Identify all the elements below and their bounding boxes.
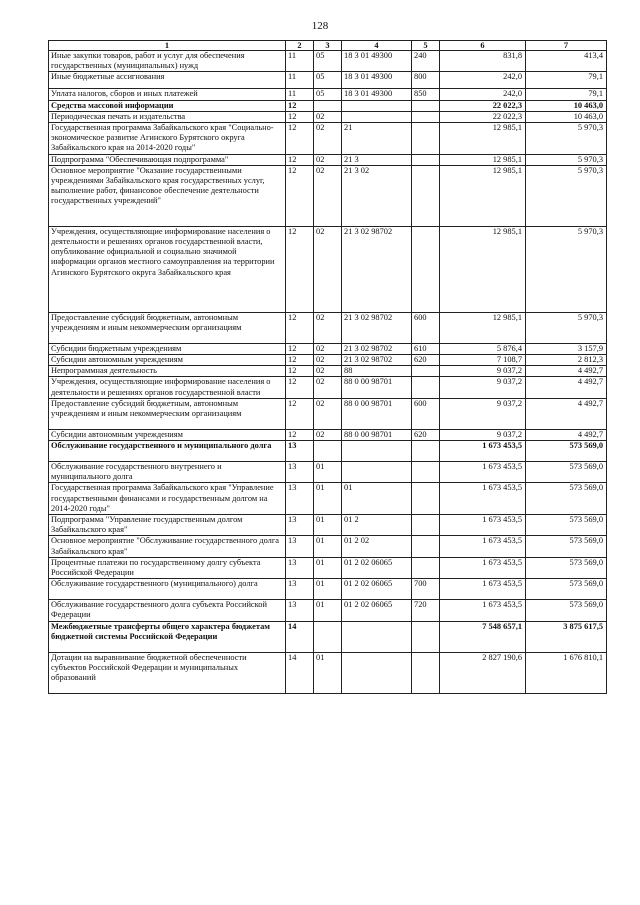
row-section: 12 bbox=[286, 154, 314, 165]
row-subsection: 01 bbox=[314, 600, 342, 621]
table-row bbox=[49, 72, 607, 89]
row-amount-actual: 573 569,0 bbox=[526, 483, 607, 515]
row-target-code: 21 bbox=[342, 123, 412, 155]
row-name: Субсидии автономным учреждениям bbox=[49, 429, 286, 440]
page-number: 128 bbox=[311, 20, 329, 32]
row-amount-actual: 79,1 bbox=[526, 89, 607, 100]
row-amount-actual: 4 492,7 bbox=[526, 398, 607, 429]
row-name: Основное мероприятие "Оказание государственными учреждениями Забайкальского края государственных услуг, выполнение работ, финансовое обеспечение деятельности государственных учреждений" bbox=[49, 165, 286, 226]
row-section: 14 bbox=[286, 652, 314, 693]
row-subsection: 01 bbox=[314, 483, 342, 515]
row-expense-type: 620 bbox=[412, 429, 440, 440]
row-section: 12 bbox=[286, 226, 314, 312]
table-row bbox=[49, 226, 607, 312]
row-amount-actual: 4 492,7 bbox=[526, 377, 607, 398]
row-expense-type: 800 bbox=[412, 72, 440, 89]
row-subsection: 01 bbox=[314, 557, 342, 578]
row-target-code: 01 2 bbox=[342, 515, 412, 536]
row-amount-plan: 1 673 453,5 bbox=[440, 600, 526, 621]
table-row bbox=[49, 355, 607, 366]
row-amount-actual: 2 812,3 bbox=[526, 355, 607, 366]
row-target-code bbox=[342, 462, 412, 483]
row-amount-plan: 1 673 453,5 bbox=[440, 579, 526, 600]
row-expense-type bbox=[412, 154, 440, 165]
row-subsection: 02 bbox=[314, 429, 342, 440]
table-row bbox=[49, 621, 607, 652]
row-amount-plan: 5 876,4 bbox=[440, 343, 526, 354]
row-expense-type: 600 bbox=[412, 398, 440, 429]
table-row bbox=[49, 462, 607, 483]
row-amount-actual: 79,1 bbox=[526, 72, 607, 89]
header-cell: 3 bbox=[314, 41, 342, 51]
row-amount-plan: 12 985,1 bbox=[440, 165, 526, 226]
row-target-code: 88 0 00 98701 bbox=[342, 398, 412, 429]
row-target-code: 21 3 02 98702 bbox=[342, 226, 412, 312]
row-target-code bbox=[342, 652, 412, 693]
row-amount-actual: 10 463,0 bbox=[526, 100, 607, 111]
row-name: Учреждения, осуществляющие информирование населения о деятельности и решениях органов государственной власти, опубликование официальной и социально значимой информации органов местного самоуправления на территории Агинского Бурятского округа Забайкальского края bbox=[49, 226, 286, 312]
row-amount-plan: 242,0 bbox=[440, 72, 526, 89]
row-target-code: 18 3 01 49300 bbox=[342, 72, 412, 89]
row-expense-type bbox=[412, 377, 440, 398]
row-target-code: 88 0 00 98701 bbox=[342, 377, 412, 398]
row-name: Уплата налогов, сборов и иных платежей bbox=[49, 89, 286, 100]
row-target-code: 18 3 01 49300 bbox=[342, 51, 412, 72]
row-target-code: 88 0 00 98701 bbox=[342, 429, 412, 440]
row-amount-plan: 12 985,1 bbox=[440, 226, 526, 312]
table-row bbox=[49, 89, 607, 100]
row-expense-type bbox=[412, 483, 440, 515]
row-section: 12 bbox=[286, 312, 314, 343]
row-name: Обслуживание государственного (муниципального) долга bbox=[49, 579, 286, 600]
row-name: Периодическая печать и издательства bbox=[49, 111, 286, 122]
row-expense-type: 850 bbox=[412, 89, 440, 100]
row-expense-type: 720 bbox=[412, 600, 440, 621]
row-subsection bbox=[314, 621, 342, 652]
row-amount-plan: 1 673 453,5 bbox=[440, 483, 526, 515]
table-row bbox=[49, 441, 607, 462]
row-amount-plan: 242,0 bbox=[440, 89, 526, 100]
row-amount-plan: 9 037,2 bbox=[440, 398, 526, 429]
row-section: 12 bbox=[286, 398, 314, 429]
row-subsection: 02 bbox=[314, 343, 342, 354]
row-subsection: 02 bbox=[314, 165, 342, 226]
row-amount-plan: 7 108,7 bbox=[440, 355, 526, 366]
row-amount-actual: 573 569,0 bbox=[526, 462, 607, 483]
row-section: 13 bbox=[286, 483, 314, 515]
row-target-code: 21 3 02 bbox=[342, 165, 412, 226]
row-amount-plan: 9 037,2 bbox=[440, 366, 526, 377]
row-amount-actual: 4 492,7 bbox=[526, 429, 607, 440]
row-name: Предоставление субсидий бюджетным, автономным учреждениям и иным некоммерческим организациям bbox=[49, 398, 286, 429]
row-target-code: 21 3 02 98702 bbox=[342, 343, 412, 354]
table-row bbox=[49, 515, 607, 536]
row-expense-type bbox=[412, 621, 440, 652]
row-expense-type: 600 bbox=[412, 312, 440, 343]
row-name: Подпрограмма "Обеспечивающая подпрограмма" bbox=[49, 154, 286, 165]
row-expense-type bbox=[412, 366, 440, 377]
table-row bbox=[49, 123, 607, 155]
row-section: 12 bbox=[286, 343, 314, 354]
row-subsection bbox=[314, 100, 342, 111]
table-row bbox=[49, 483, 607, 515]
row-target-code bbox=[342, 111, 412, 122]
table-row bbox=[49, 154, 607, 165]
table-row bbox=[49, 600, 607, 621]
row-section: 13 bbox=[286, 600, 314, 621]
row-expense-type bbox=[412, 111, 440, 122]
row-expense-type bbox=[412, 441, 440, 462]
row-amount-actual: 573 569,0 bbox=[526, 557, 607, 578]
row-amount-plan: 1 673 453,5 bbox=[440, 536, 526, 557]
row-section: 13 bbox=[286, 536, 314, 557]
table-row bbox=[49, 100, 607, 111]
row-name: Дотации на выравнивание бюджетной обеспеченности субъектов Российской Федерации и муниципальных образований bbox=[49, 652, 286, 693]
row-amount-plan: 1 673 453,5 bbox=[440, 462, 526, 483]
row-target-code: 21 3 02 98702 bbox=[342, 312, 412, 343]
row-target-code: 01 2 02 bbox=[342, 536, 412, 557]
row-section: 11 bbox=[286, 51, 314, 72]
row-expense-type bbox=[412, 536, 440, 557]
row-subsection: 02 bbox=[314, 377, 342, 398]
row-name: Учреждения, осуществляющие информирование населения о деятельности и решениях органов государственной власти bbox=[49, 377, 286, 398]
table-row bbox=[49, 536, 607, 557]
row-expense-type: 240 bbox=[412, 51, 440, 72]
row-amount-actual: 5 970,3 bbox=[526, 123, 607, 155]
row-amount-actual: 573 569,0 bbox=[526, 441, 607, 462]
row-subsection: 02 bbox=[314, 154, 342, 165]
row-name: Процентные платежи по государственному долгу субъекта Российской Федерации bbox=[49, 557, 286, 578]
row-target-code bbox=[342, 621, 412, 652]
table-row bbox=[49, 579, 607, 600]
table-row bbox=[49, 377, 607, 398]
row-name: Иные бюджетные ассигнования bbox=[49, 72, 286, 89]
row-subsection: 05 bbox=[314, 72, 342, 89]
row-expense-type: 620 bbox=[412, 355, 440, 366]
row-section: 12 bbox=[286, 429, 314, 440]
row-amount-actual: 413,4 bbox=[526, 51, 607, 72]
table-row bbox=[49, 312, 607, 343]
row-subsection: 02 bbox=[314, 366, 342, 377]
row-section: 14 bbox=[286, 621, 314, 652]
row-subsection: 02 bbox=[314, 398, 342, 429]
row-subsection: 02 bbox=[314, 355, 342, 366]
header-cell: 4 bbox=[342, 41, 412, 51]
row-expense-type bbox=[412, 515, 440, 536]
row-target-code: 01 2 02 06065 bbox=[342, 579, 412, 600]
row-subsection: 01 bbox=[314, 652, 342, 693]
row-expense-type bbox=[412, 462, 440, 483]
row-subsection: 02 bbox=[314, 123, 342, 155]
row-amount-actual: 4 492,7 bbox=[526, 366, 607, 377]
row-amount-plan: 22 022,3 bbox=[440, 100, 526, 111]
table-row bbox=[49, 398, 607, 429]
row-name: Субсидии автономным учреждениям bbox=[49, 355, 286, 366]
table-row bbox=[49, 366, 607, 377]
row-expense-type bbox=[412, 557, 440, 578]
row-section: 11 bbox=[286, 89, 314, 100]
row-amount-plan: 1 673 453,5 bbox=[440, 441, 526, 462]
row-expense-type bbox=[412, 100, 440, 111]
row-target-code: 18 3 01 49300 bbox=[342, 89, 412, 100]
row-amount-plan: 22 022,3 bbox=[440, 111, 526, 122]
row-amount-actual: 573 569,0 bbox=[526, 536, 607, 557]
row-section: 13 bbox=[286, 441, 314, 462]
row-subsection: 01 bbox=[314, 536, 342, 557]
row-subsection: 01 bbox=[314, 579, 342, 600]
row-target-code: 01 2 02 06065 bbox=[342, 600, 412, 621]
row-name: Обслуживание государственного внутреннего и муниципального долга bbox=[49, 462, 286, 483]
row-amount-actual: 5 970,3 bbox=[526, 165, 607, 226]
row-target-code: 21 3 02 98702 bbox=[342, 355, 412, 366]
row-expense-type bbox=[412, 165, 440, 226]
row-name: Обслуживание государственного долга субъекта Российской Федерации bbox=[49, 600, 286, 621]
row-amount-actual: 5 970,3 bbox=[526, 312, 607, 343]
row-section: 12 bbox=[286, 123, 314, 155]
header-cell: 5 bbox=[412, 41, 440, 51]
row-name: Межбюджетные трансферты общего характера бюджетам бюджетной системы Российской Федерации bbox=[49, 621, 286, 652]
row-amount-actual: 573 569,0 bbox=[526, 515, 607, 536]
row-amount-plan: 1 673 453,5 bbox=[440, 557, 526, 578]
row-subsection: 02 bbox=[314, 312, 342, 343]
row-target-code: 01 bbox=[342, 483, 412, 515]
row-section: 12 bbox=[286, 100, 314, 111]
table-body bbox=[49, 51, 607, 694]
row-name: Субсидии бюджетным учреждениям bbox=[49, 343, 286, 354]
table-row bbox=[49, 343, 607, 354]
row-subsection: 02 bbox=[314, 226, 342, 312]
row-target-code: 21 3 bbox=[342, 154, 412, 165]
row-section: 12 bbox=[286, 355, 314, 366]
row-expense-type: 610 bbox=[412, 343, 440, 354]
row-section: 12 bbox=[286, 165, 314, 226]
row-amount-plan: 12 985,1 bbox=[440, 154, 526, 165]
row-section: 12 bbox=[286, 377, 314, 398]
row-subsection bbox=[314, 441, 342, 462]
table-row bbox=[49, 165, 607, 226]
row-section: 13 bbox=[286, 462, 314, 483]
row-amount-plan: 1 673 453,5 bbox=[440, 515, 526, 536]
row-name: Подпрограмма "Управление государственным долгом Забайкальского края" bbox=[49, 515, 286, 536]
row-amount-actual: 10 463,0 bbox=[526, 111, 607, 122]
row-amount-actual: 573 569,0 bbox=[526, 579, 607, 600]
row-subsection: 02 bbox=[314, 111, 342, 122]
row-section: 13 bbox=[286, 557, 314, 578]
row-subsection: 01 bbox=[314, 515, 342, 536]
row-amount-plan: 9 037,2 bbox=[440, 429, 526, 440]
header-row bbox=[49, 41, 607, 51]
table-row bbox=[49, 429, 607, 440]
row-expense-type bbox=[412, 652, 440, 693]
row-amount-actual: 3 875 617,5 bbox=[526, 621, 607, 652]
row-target-code: 88 bbox=[342, 366, 412, 377]
row-name: Государственная программа Забайкальского края "Управление государственными финансами и государственным долгом на 2014-2020 годы" bbox=[49, 483, 286, 515]
header-cell: 7 bbox=[526, 41, 607, 51]
row-amount-plan: 2 827 190,6 bbox=[440, 652, 526, 693]
row-section: 13 bbox=[286, 515, 314, 536]
table-row bbox=[49, 557, 607, 578]
row-expense-type bbox=[412, 123, 440, 155]
row-amount-plan: 12 985,1 bbox=[440, 123, 526, 155]
row-amount-plan: 7 548 657,1 bbox=[440, 621, 526, 652]
row-amount-actual: 3 157,9 bbox=[526, 343, 607, 354]
row-expense-type bbox=[412, 226, 440, 312]
row-amount-actual: 5 970,3 bbox=[526, 154, 607, 165]
row-section: 11 bbox=[286, 72, 314, 89]
row-subsection: 01 bbox=[314, 462, 342, 483]
header-cell: 2 bbox=[286, 41, 314, 51]
row-section: 12 bbox=[286, 111, 314, 122]
row-amount-actual: 573 569,0 bbox=[526, 600, 607, 621]
row-name: Непрограммная деятельность bbox=[49, 366, 286, 377]
row-amount-plan: 831,8 bbox=[440, 51, 526, 72]
row-amount-actual: 1 676 810,1 bbox=[526, 652, 607, 693]
row-target-code bbox=[342, 100, 412, 111]
row-subsection: 05 bbox=[314, 51, 342, 72]
header-cell: 6 bbox=[440, 41, 526, 51]
row-name: Основное мероприятие "Обслуживание государственного долга Забайкальского края" bbox=[49, 536, 286, 557]
row-name: Средства массовой информации bbox=[49, 100, 286, 111]
row-section: 13 bbox=[286, 579, 314, 600]
row-target-code: 01 2 02 06065 bbox=[342, 557, 412, 578]
row-amount-plan: 9 037,2 bbox=[440, 377, 526, 398]
header-cell: 1 bbox=[49, 41, 286, 51]
budget-table bbox=[48, 40, 607, 694]
table-row bbox=[49, 111, 607, 122]
row-name: Государственная программа Забайкальского края "Социально-экономическое развитие Агинского Бурятского округа Забайкальского края на 2014-2020 годы" bbox=[49, 123, 286, 155]
row-subsection: 05 bbox=[314, 89, 342, 100]
row-name: Предоставление субсидий бюджетным, автономным учреждениям и иным некоммерческим организациям bbox=[49, 312, 286, 343]
table-row bbox=[49, 51, 607, 72]
row-section: 12 bbox=[286, 366, 314, 377]
row-amount-actual: 5 970,3 bbox=[526, 226, 607, 312]
row-expense-type: 700 bbox=[412, 579, 440, 600]
row-name: Иные закупки товаров, работ и услуг для обеспечения государственных (муниципальных) нужд bbox=[49, 51, 286, 72]
row-amount-plan: 12 985,1 bbox=[440, 312, 526, 343]
row-name: Обслуживание государственного и муниципального долга bbox=[49, 441, 286, 462]
row-target-code bbox=[342, 441, 412, 462]
table-row bbox=[49, 652, 607, 693]
